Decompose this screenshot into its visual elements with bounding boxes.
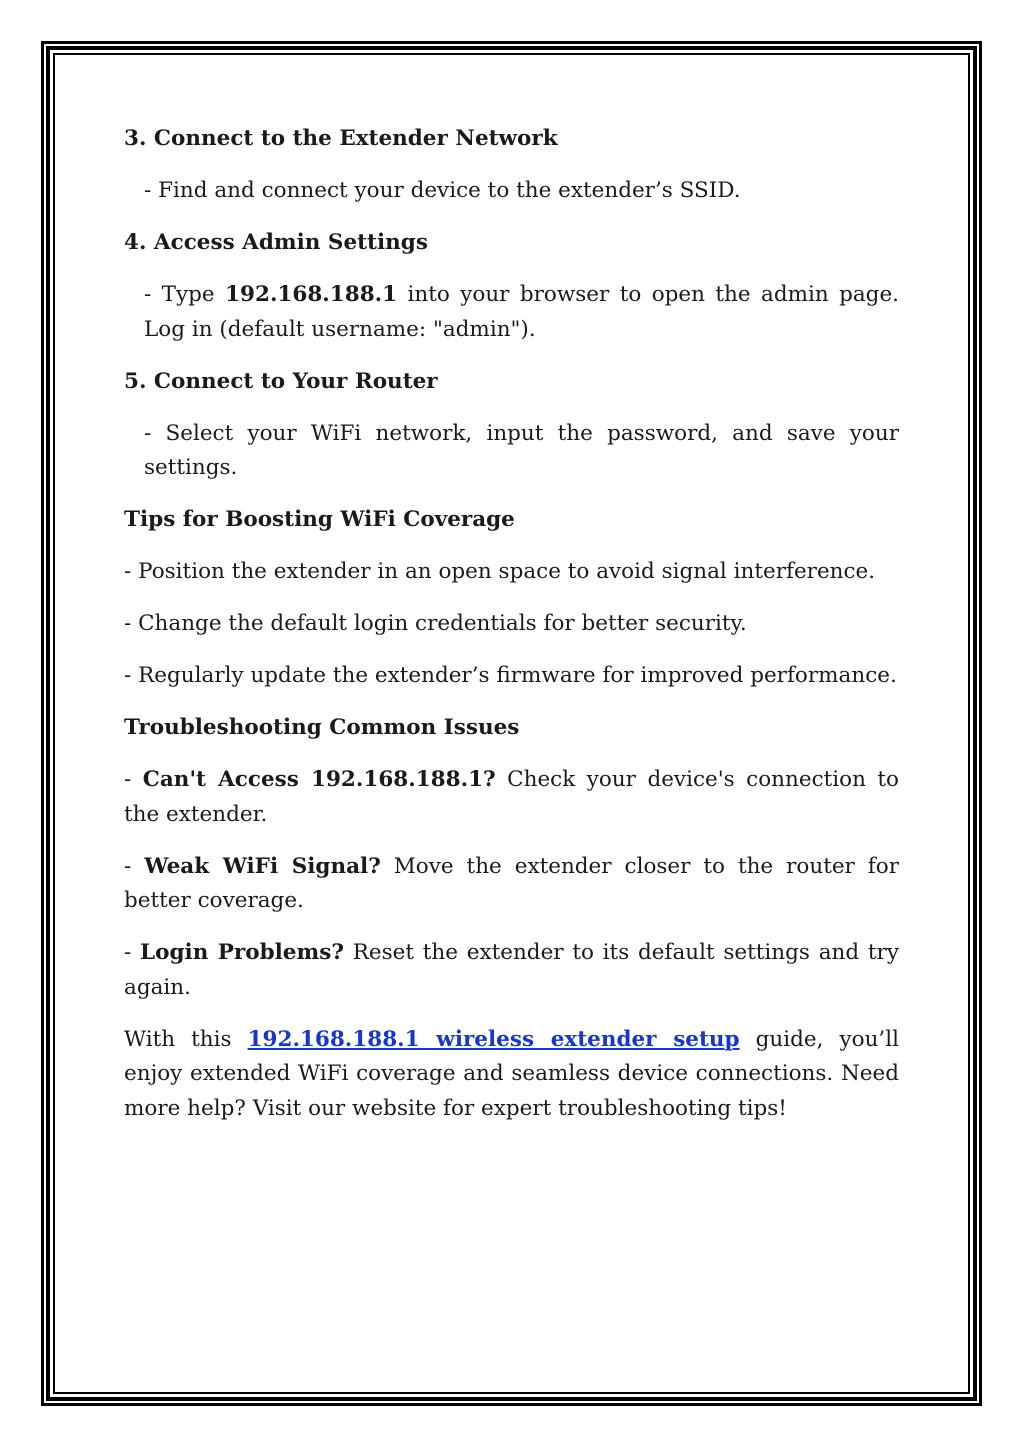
step4-ip-address: 192.168.188.1: [225, 282, 398, 307]
issue-title: Can't Access 192.168.188.1?: [142, 767, 496, 792]
troubleshooting-item: [124, 850, 899, 919]
setup-guide-link[interactable]: 192.168.188.1 wireless extender setup: [247, 1026, 740, 1052]
troubleshooting-item: [124, 936, 899, 1005]
issue-title: Weak WiFi Signal?: [144, 853, 381, 879]
step5-text: - Select your WiFi network, input the password, and save your settings.: [144, 420, 899, 480]
step3-text: - Find and connect your device to the extender’s SSID.: [144, 178, 741, 203]
tip-item: - Regularly update the extender’s firmware for improved performance.: [124, 663, 897, 688]
closing-suffix: guide, you’ll enjoy extended WiFi coverage and seamless device connections. Need more help? Visit our website for expert troubleshooting tips!: [124, 1026, 900, 1121]
issue-title: Login Problems?: [140, 940, 344, 965]
item-dash: -: [124, 940, 141, 965]
issue-text: Move the extender closer to the router for better coverage.: [124, 853, 899, 913]
troubleshooting-heading: Troubleshooting Common Issues: [124, 715, 520, 740]
tip-item: - Change the default login credentials for better security.: [124, 611, 747, 636]
tip-item: - Position the extender in an open space to avoid signal interference.: [124, 559, 876, 584]
document-body: [124, 122, 899, 1144]
closing-prefix: With this: [124, 1026, 248, 1052]
tips-heading: Tips for Boosting WiFi Coverage: [124, 507, 515, 532]
troubleshooting-item: [124, 763, 899, 832]
step3-heading: 3. Connect to the Extender Network: [124, 126, 558, 151]
issue-text: Check your device's connection to the extender.: [124, 767, 899, 827]
step4-text: [124, 278, 899, 347]
closing-paragraph: [124, 1023, 899, 1127]
step4-prefix: - Type: [144, 282, 226, 307]
item-dash: -: [124, 767, 143, 792]
step4-suffix: into your browser to open the admin page. Log in (default username: "admin").: [144, 282, 899, 342]
item-dash: -: [124, 853, 145, 879]
step4-heading: 4. Access Admin Settings: [124, 230, 428, 255]
step5-heading: 5. Connect to Your Router: [124, 368, 438, 394]
issue-text: Reset the extender to its default settings and try again.: [124, 940, 899, 1000]
